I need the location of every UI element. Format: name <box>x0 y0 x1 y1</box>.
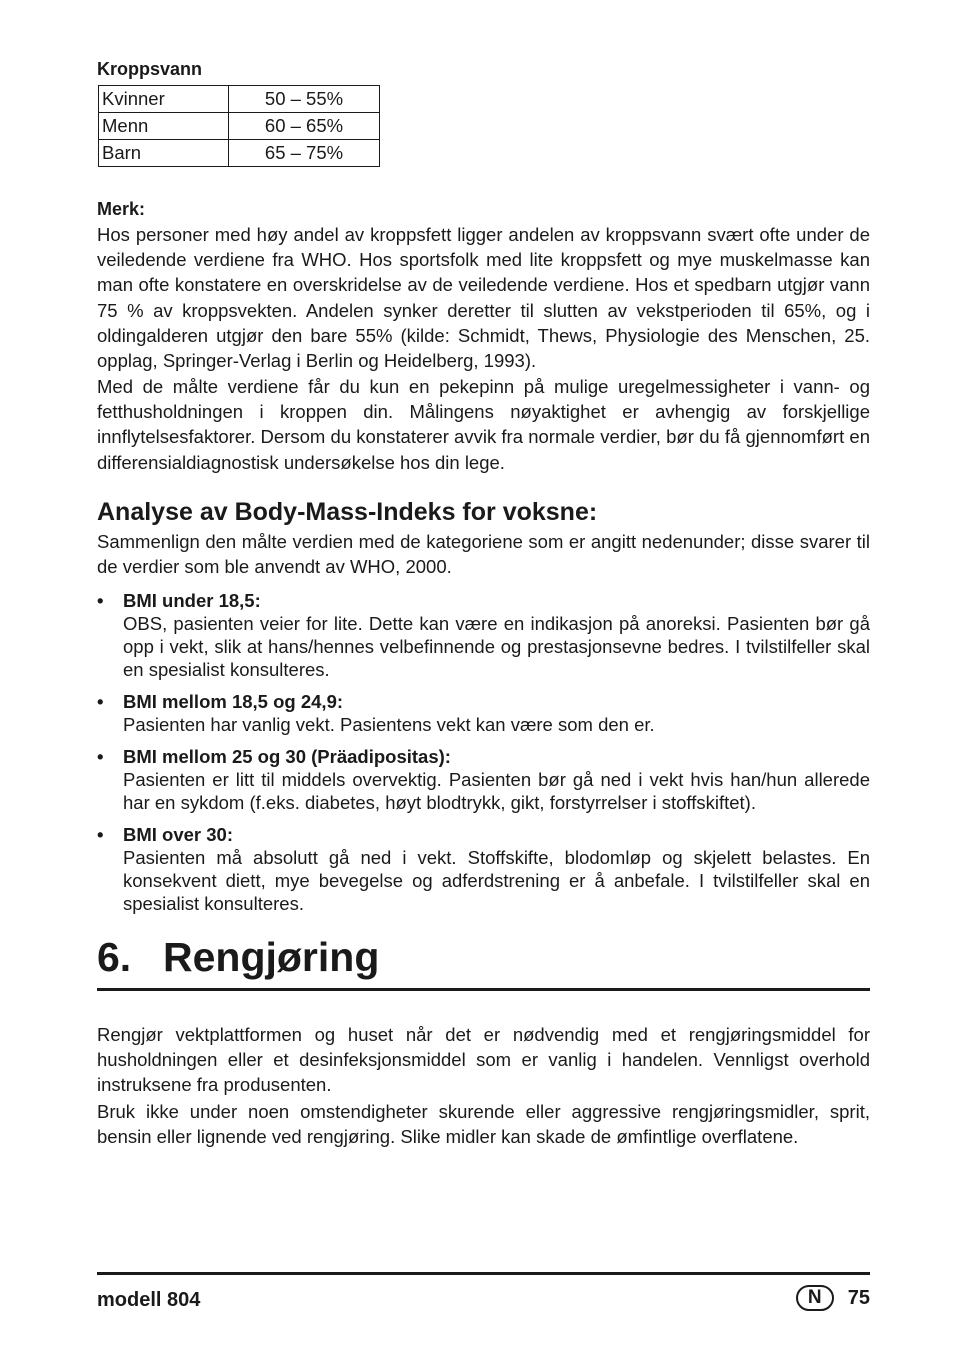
bmi-intro-paragraph: Sammenlign den målte verdien med de kategoriene som er angitt nedenunder; disse svarer til de verdier som ble anvendt av WHO, 2000. <box>97 531 870 578</box>
bmi-category-text: Pasienten har vanlig vekt. Pasientens vekt kan være som den er. <box>123 714 655 735</box>
bullet-icon: • <box>97 746 104 767</box>
list-item <box>97 823 870 915</box>
page-number: 75 <box>847 1286 870 1309</box>
table-cell-range: 50 – 55% <box>229 86 380 113</box>
body-water-heading: Kroppsvann <box>97 59 203 79</box>
note-paragraph: Hos personer med høy andel av kroppsfett ligger andelen av kroppsvann svært ofte under de veiledende verdiene fra WHO. Hos sportsfolk med lite kroppsfett og mye muskelmasse kan man ofte konstatere en overskridelse av de veiledende verdiene. Hos et spedbarn utgjør vann 75 % av kroppsvekten. Andelen synker deretter til slutten av vekstperioden til 65%, og i oldingalderen utgjør den bare 55% (kilde: Schmidt, Thews, Physiologie des Menschen, 25. opplag, Springer-Verlag i Berlin og Heidelberg, 1993). <box>97 224 870 372</box>
bmi-category-title: BMI over 30: <box>123 824 234 845</box>
table-row <box>99 113 380 140</box>
language-badge: N <box>796 1285 834 1311</box>
bmi-category-title: BMI mellom 18,5 og 24,9: <box>123 691 344 712</box>
footer-page-info <box>796 1285 870 1311</box>
bmi-category-text: Pasienten må absolutt gå ned i vekt. Stoffskifte, blodomløp og skjelett belastes. En konsekvent diett, mye bevegelse og adferdstrening er å anbefale. I tvilstilfeller skal en spesialist konsulteres. <box>123 847 870 914</box>
table-row <box>99 140 380 167</box>
chapter-number: 6. <box>97 934 132 980</box>
bmi-category-text: OBS, pasienten veier for lite. Dette kan være en indikasjon på anoreksi. Pasienten bør gå opp i vekt, slik at hans/hennes velbefinnende og prestasjonsevne bedres. I tvilstilfeller skal en spesialist konsulteres. <box>123 613 870 680</box>
bullet-icon: • <box>97 590 104 611</box>
table-cell-range: 60 – 65% <box>229 113 380 140</box>
table-cell-range: 65 – 75% <box>229 140 380 167</box>
list-item <box>97 589 870 681</box>
bullet-icon: • <box>97 691 104 712</box>
list-item <box>97 690 870 736</box>
cleaning-paragraph: Bruk ikke under noen omstendigheter skurende eller aggressive rengjøringsmidler, sprit, bensin eller lignende ved rengjøring. Slike midler kan skade de ømfintlige overflatene. <box>97 1101 870 1148</box>
note-heading: Merk: <box>97 199 146 219</box>
bmi-category-title: BMI mellom 25 og 30 (Präadipositas): <box>123 746 451 767</box>
table-cell-group: Barn <box>99 140 229 167</box>
chapter-title: Rengjøring <box>163 934 380 980</box>
table-cell-group: Kvinner <box>99 86 229 113</box>
table-cell-group: Menn <box>99 113 229 140</box>
cleaning-paragraph: Rengjør vektplattformen og huset når det er nødvendig med et rengjøringsmiddel for husholdningen eller et desinfeksjonsmiddel som er vanlig i handelen. Vennligst overhold instruksene fra produsenten. <box>97 1024 870 1096</box>
table-row <box>99 86 380 113</box>
bmi-section-heading: Analyse av Body-Mass-Indeks for voksne: <box>97 498 598 526</box>
bmi-category-title: BMI under 18,5: <box>123 590 261 611</box>
footer-model-name: modell 804 <box>97 1289 201 1311</box>
bullet-icon: • <box>97 824 104 845</box>
bmi-category-text: Pasienten er litt til middels overvektig. Pasienten bør gå ned i vekt hvis han/hun allerede har en sykdom (f.eks. diabetes, høyt blodtrykk, gikt, forstyrrelser i stoffskiftet). <box>123 769 870 813</box>
footer-divider <box>97 1272 870 1275</box>
chapter-heading <box>97 930 870 991</box>
list-item <box>97 745 870 814</box>
note-paragraph: Med de målte verdiene får du kun en pekepinn på mulige uregelmessigheter i vann- og fetthusholdningen i kroppen din. Målingens nøyaktighet er avhengig av forskjellige innflytelsesfaktorer. Dersom du konstaterer avvik fra normale verdier, bør du få gjennomført en differensialdiagnostisk undersøkelse hos din lege. <box>97 376 870 473</box>
body-water-table <box>98 85 380 167</box>
bmi-category-list <box>97 589 870 924</box>
